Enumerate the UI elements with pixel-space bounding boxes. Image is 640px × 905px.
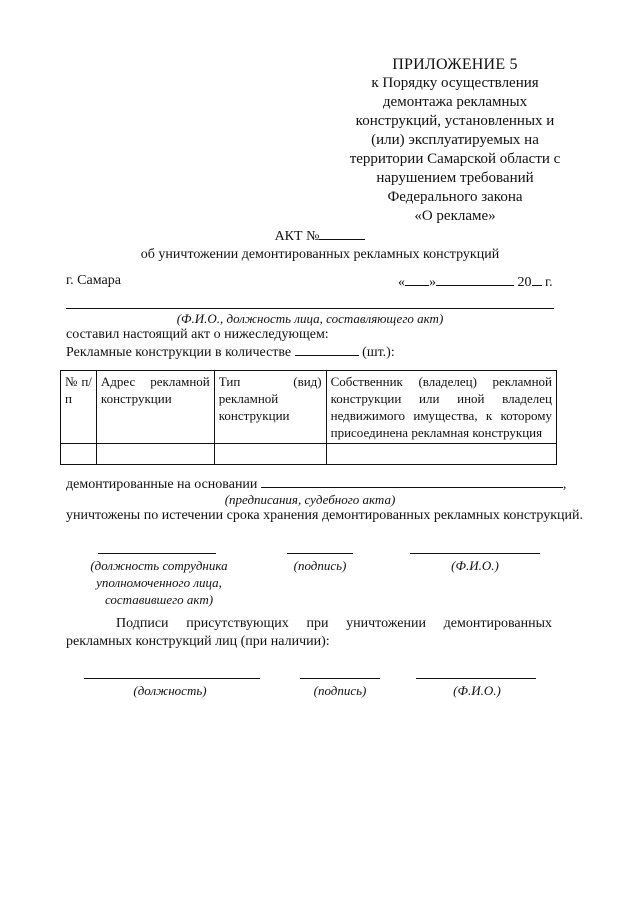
year-blank[interactable] (532, 273, 542, 286)
year-prefix: 20 (517, 275, 532, 290)
table-cell[interactable] (61, 444, 97, 465)
signature-line[interactable] (300, 678, 380, 679)
appendix-line: нарушением требований (376, 170, 534, 186)
appendix-line: (или) эксплуатируемых на (371, 132, 539, 148)
appendix-line: территории Самарской области с (349, 151, 561, 167)
header-owner: Собственник (владелец) рекламной конструкции или иной владелец недвижимого имущества, к которому присоединена рекламная конструкция (326, 371, 556, 444)
items-table (60, 370, 557, 465)
header-address: Адрес рекламной конструкции (96, 371, 214, 444)
quantity-blank[interactable] (295, 343, 359, 356)
position-signature-line[interactable] (98, 553, 216, 554)
header-type: Тип (вид) рекламной конструкции (214, 371, 326, 444)
quantity-suffix: (шт.): (362, 345, 395, 360)
table-row (61, 444, 557, 465)
appendix-line: к Порядку осуществления (371, 75, 539, 91)
basis-prefix: демонтированные на основании (66, 477, 258, 492)
compiled-text: составил настоящий акт о нижеследующем: (66, 327, 329, 342)
appendix-block (330, 55, 580, 226)
name-caption: (Ф.И.О.) (451, 558, 499, 573)
person-blank-line[interactable] (66, 308, 554, 309)
year-suffix: г. (545, 275, 553, 290)
person-caption: (Ф.И.О., должность лица, составляющего акт) (176, 311, 444, 326)
table-header-row (61, 371, 557, 444)
basis-blank[interactable] (261, 475, 563, 488)
act-number-blank[interactable] (319, 227, 365, 240)
position-caption: (должность сотрудника уполномоченного лица, составившего акт) (90, 558, 228, 607)
table-cell[interactable] (326, 444, 556, 465)
signature-line[interactable] (287, 553, 353, 554)
position-signature-line[interactable] (84, 678, 260, 679)
basis-caption: (предписания, судебного акта) (224, 492, 396, 507)
attendees-text: Подписи присутствующих при уничтожении демонтированных рекламных конструкций лиц (при наличии): (66, 616, 552, 649)
act-number-line (0, 227, 640, 246)
basis-line (66, 475, 566, 493)
basis-suffix: , (562, 477, 567, 492)
appendix-line: демонтажа рекламных (382, 94, 528, 110)
name-signature-line[interactable] (416, 678, 536, 679)
table-cell[interactable] (214, 444, 326, 465)
name-caption: (Ф.И.О.) (453, 683, 501, 698)
act-title: АКТ № (274, 229, 320, 244)
appendix-line: конструкций, установленных и (355, 113, 555, 129)
month-blank[interactable] (436, 273, 514, 286)
position-caption: (должность) (133, 683, 207, 698)
destroyed-text: уничтожены по истечении срока хранения демонтированных рекламных конструкций. (66, 508, 583, 523)
signature-caption: (подпись) (293, 558, 347, 573)
place: г. Самара (66, 273, 121, 288)
appendix-heading: ПРИЛОЖЕНИЕ 5 (392, 56, 518, 73)
act-subtitle: об уничтожении демонтированных рекламных конструкций (140, 247, 500, 262)
quantity-prefix: Рекламные конструкции в количестве (66, 345, 292, 360)
name-signature-line[interactable] (410, 553, 540, 554)
date-line (398, 273, 553, 291)
appendix-line: «О рекламе» (414, 208, 496, 224)
date-open-quote: « (398, 275, 405, 290)
table-cell[interactable] (96, 444, 214, 465)
act-title-block (0, 227, 640, 264)
header-number: № п/п (61, 371, 97, 444)
quantity-line (66, 343, 395, 361)
appendix-line: Федерального закона (387, 189, 523, 205)
date-close-quote: » (429, 275, 436, 290)
signature-caption: (подпись) (313, 683, 367, 698)
day-blank[interactable] (405, 273, 429, 286)
